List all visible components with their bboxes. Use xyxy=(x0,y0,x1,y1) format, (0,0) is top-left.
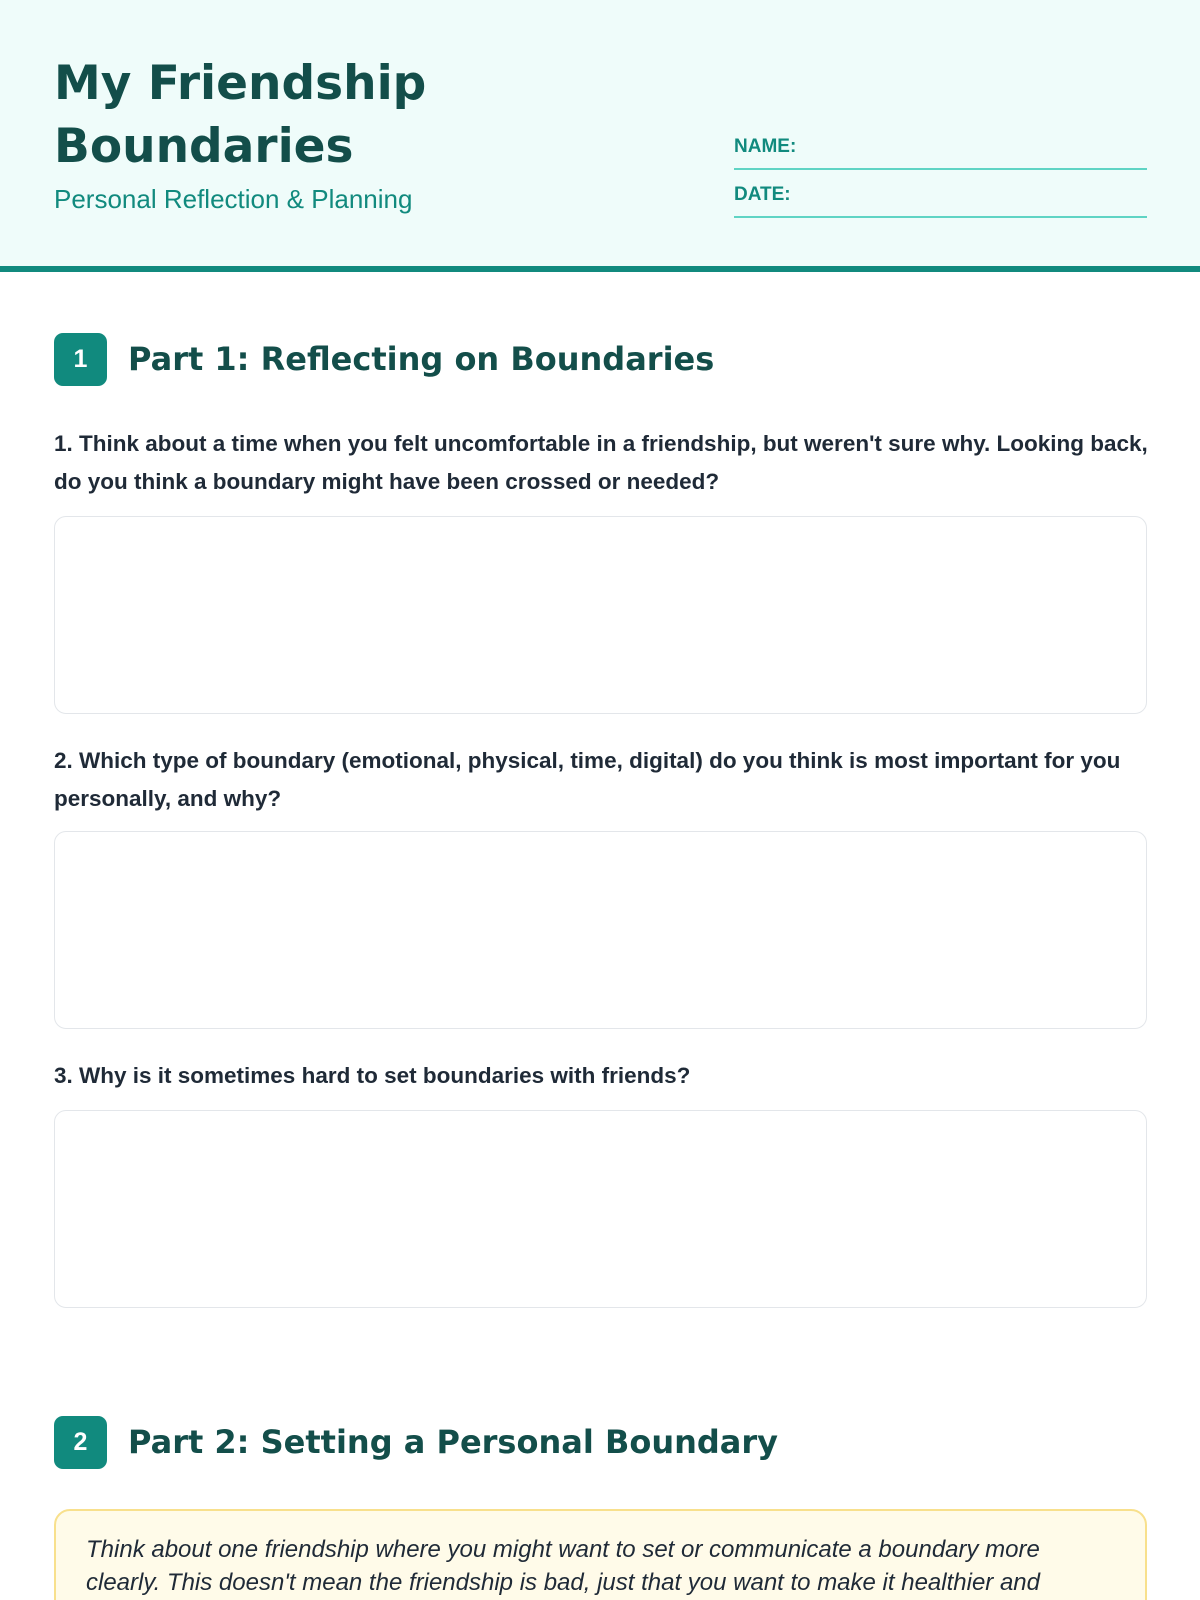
instruction-note-text: Think about one friendship where you might want to set or communicate a boundary more clearly. This doesn't mean the friendship is bad, just that you want to make it healthier and xyxy=(86,1536,1040,1596)
worksheet-subtitle: Personal Reflection & Planning xyxy=(54,184,413,214)
part1-number-badge: 1 xyxy=(54,333,107,386)
part1-header xyxy=(54,333,1154,387)
date-label: DATE: xyxy=(734,184,791,205)
question-2: 2. Which type of boundary (emotional, physical, time, digital) do you think is most important for you personally, and why? xyxy=(54,748,1121,811)
name-field[interactable] xyxy=(734,136,1147,170)
worksheet-header xyxy=(0,0,1200,272)
part2-header xyxy=(54,1416,1154,1470)
question-1: 1. Think about a time when you felt uncomfortable in a friendship, but weren't sure why. Looking back, do you think a boundary might have been crossed or needed? xyxy=(54,431,1148,494)
worksheet-title: My Friendship Boundaries xyxy=(54,56,427,174)
date-field[interactable] xyxy=(734,184,1147,218)
answer-box-1[interactable] xyxy=(54,516,1147,714)
answer-box-2[interactable] xyxy=(54,831,1147,1029)
answer-box-3[interactable] xyxy=(54,1110,1147,1308)
part1-title: Part 1: Reflecting on Boundaries xyxy=(128,340,715,378)
part2-title: Part 2: Setting a Personal Boundary xyxy=(128,1423,779,1461)
question-3: 3. Why is it sometimes hard to set boundaries with friends? xyxy=(54,1063,691,1088)
part2-number-badge: 2 xyxy=(54,1416,107,1469)
instruction-note xyxy=(54,1509,1147,1600)
name-label: NAME: xyxy=(734,136,797,157)
